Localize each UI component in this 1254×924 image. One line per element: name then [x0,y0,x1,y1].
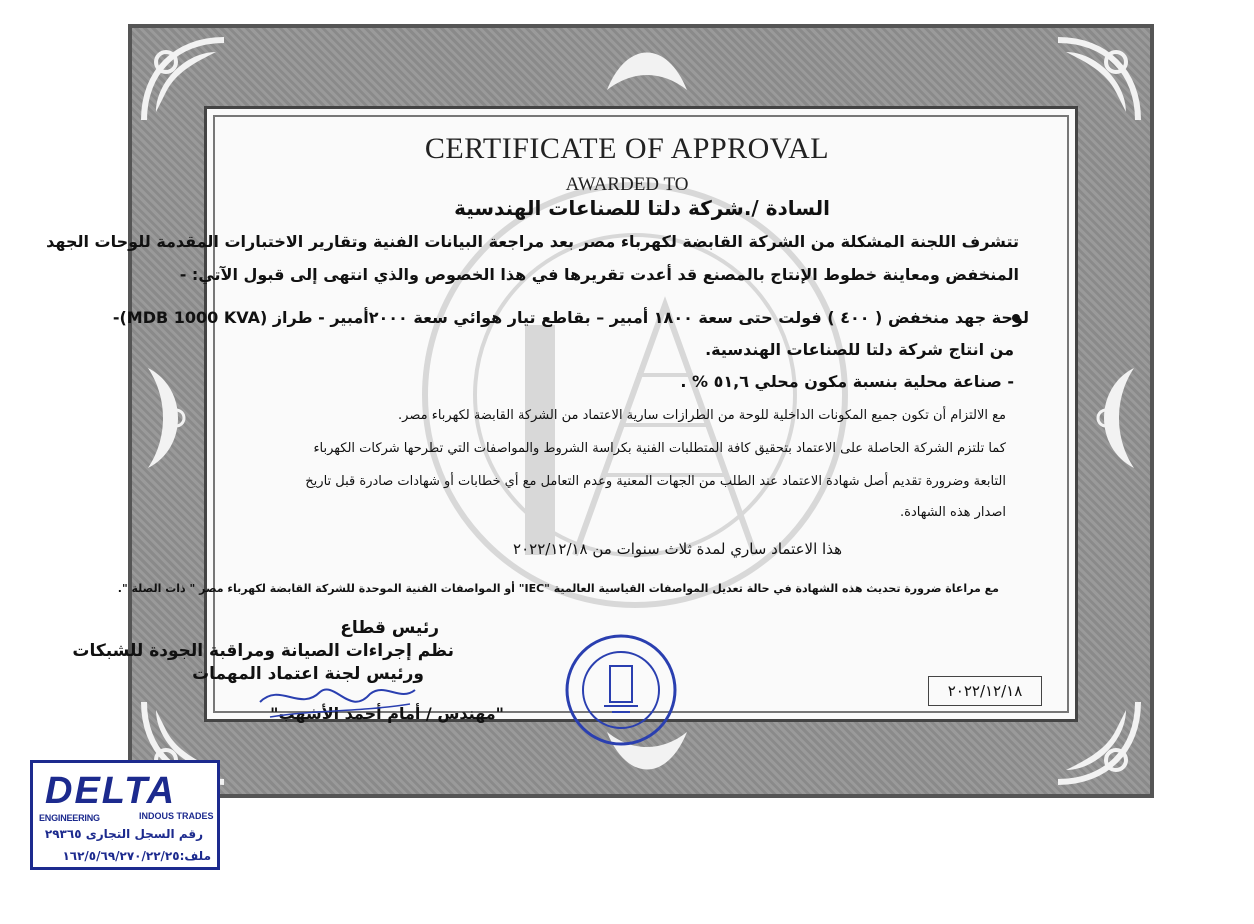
svg-text:DELTA: DELTA [45,770,177,809]
issue-date: ٢٠٢٢/١٢/١٨ [928,676,1042,706]
signatory-title-2: نظم إجراءات الصيانة ومراقبة الجودة للشبكات [72,641,454,661]
validity-statement: هذا الاعتماد ساري لمدة ثلاث سنوات من ٢٠٢٢/١٢/١٨ [513,540,842,558]
signatory-name: "مهندس / أمام أحمد الأشهب" [270,704,504,723]
delta-logo [41,767,211,809]
signatory-title-3: ورئيس لجنة اعتماد المهمات [192,664,424,684]
approved-item-line-2: من انتاج شركة دلتا للصناعات الهندسية. [705,340,1014,359]
signatory-title-1: رئيس قطاع [340,618,439,638]
handwritten-signature [250,672,420,732]
certificate-title: CERTIFICATE OF APPROVAL [424,132,830,165]
official-stamp [546,632,696,748]
local-content-line: - صناعة محلية بنسبة مكون محلي ٥١,٦ % . [680,372,1014,391]
side-ornament-left [138,358,198,478]
intro-paragraph-line-2: المنخفض ومعاينة خطوط الإنتاج بالمصنع قد أعدت تقريرها في هذا الخصوص والذي انتهى إلى قبول الآتي: - [179,265,1019,284]
awarded-to-label: AWARDED TO [565,174,689,195]
condition-line-1: مع الالتزام أن تكون جميع المكونات الداخلية للوحة من الطرازات سارية الاعتماد من الشركة القابضة لكهرباء مصر. [398,408,1006,423]
approved-item-line-1: لوحة جهد منخفض ( ٤٠٠ ) فولت حتى سعة ١٨٠٠ أمبير – بقاطع تيار هوائي سعة ٢٠٠٠أمبير - طراز (MDB 1000 KVA)- [112,308,1029,327]
side-ornament-right [1084,358,1144,478]
condition-line-2: كما تلتزم الشركة الحاصلة على الاعتماد بتحقيق كافة المتطلبات الفنية بكراسة الشروط والمواصفات التي تطرحها شركات الكهرباء [313,441,1006,456]
top-ornament [602,30,692,100]
intro-paragraph-line-1: تتشرف اللجنة المشكلة من الشركة القابضة لكهرباء مصر بعد مراجعة البيانات الفنية وتقارير الاختبارات المقدمة للوحات الجهد [46,232,1019,251]
file-number: ملف:١٦٢/٥/٦٩/٢٧٠/٢٢/٢٥ [62,849,211,863]
iec-note: مع مراعاة ضرورة تحديث هذه الشهادة في حالة تعديل المواصفات القياسية العالمية "IEC" أو المواصفات الفنية الموحدة للشركة القابضة لكهرباء مصر " ذات الصلة ". [117,582,999,595]
commercial-registration: رقم السجل التجارى ٢٩٣٦٥ [44,827,203,841]
company-logo-box [30,760,220,870]
condition-line-4: اصدار هذه الشهادة. [900,505,1006,520]
condition-line-3: التابعة وضرورة تقديم أصل شهادة الاعتماد عند الطلب من الجهات المعنية وعدم التعامل مع أي خطابات أو شهادات صادرة قبل تاريخ [305,474,1006,489]
logo-engineering-label: ENGINEERING [39,813,100,823]
logo-trades-label: INDOUS TRADES [139,811,214,821]
addressee: السادة /.شركة دلتا للصناعات الهندسية [454,196,830,220]
